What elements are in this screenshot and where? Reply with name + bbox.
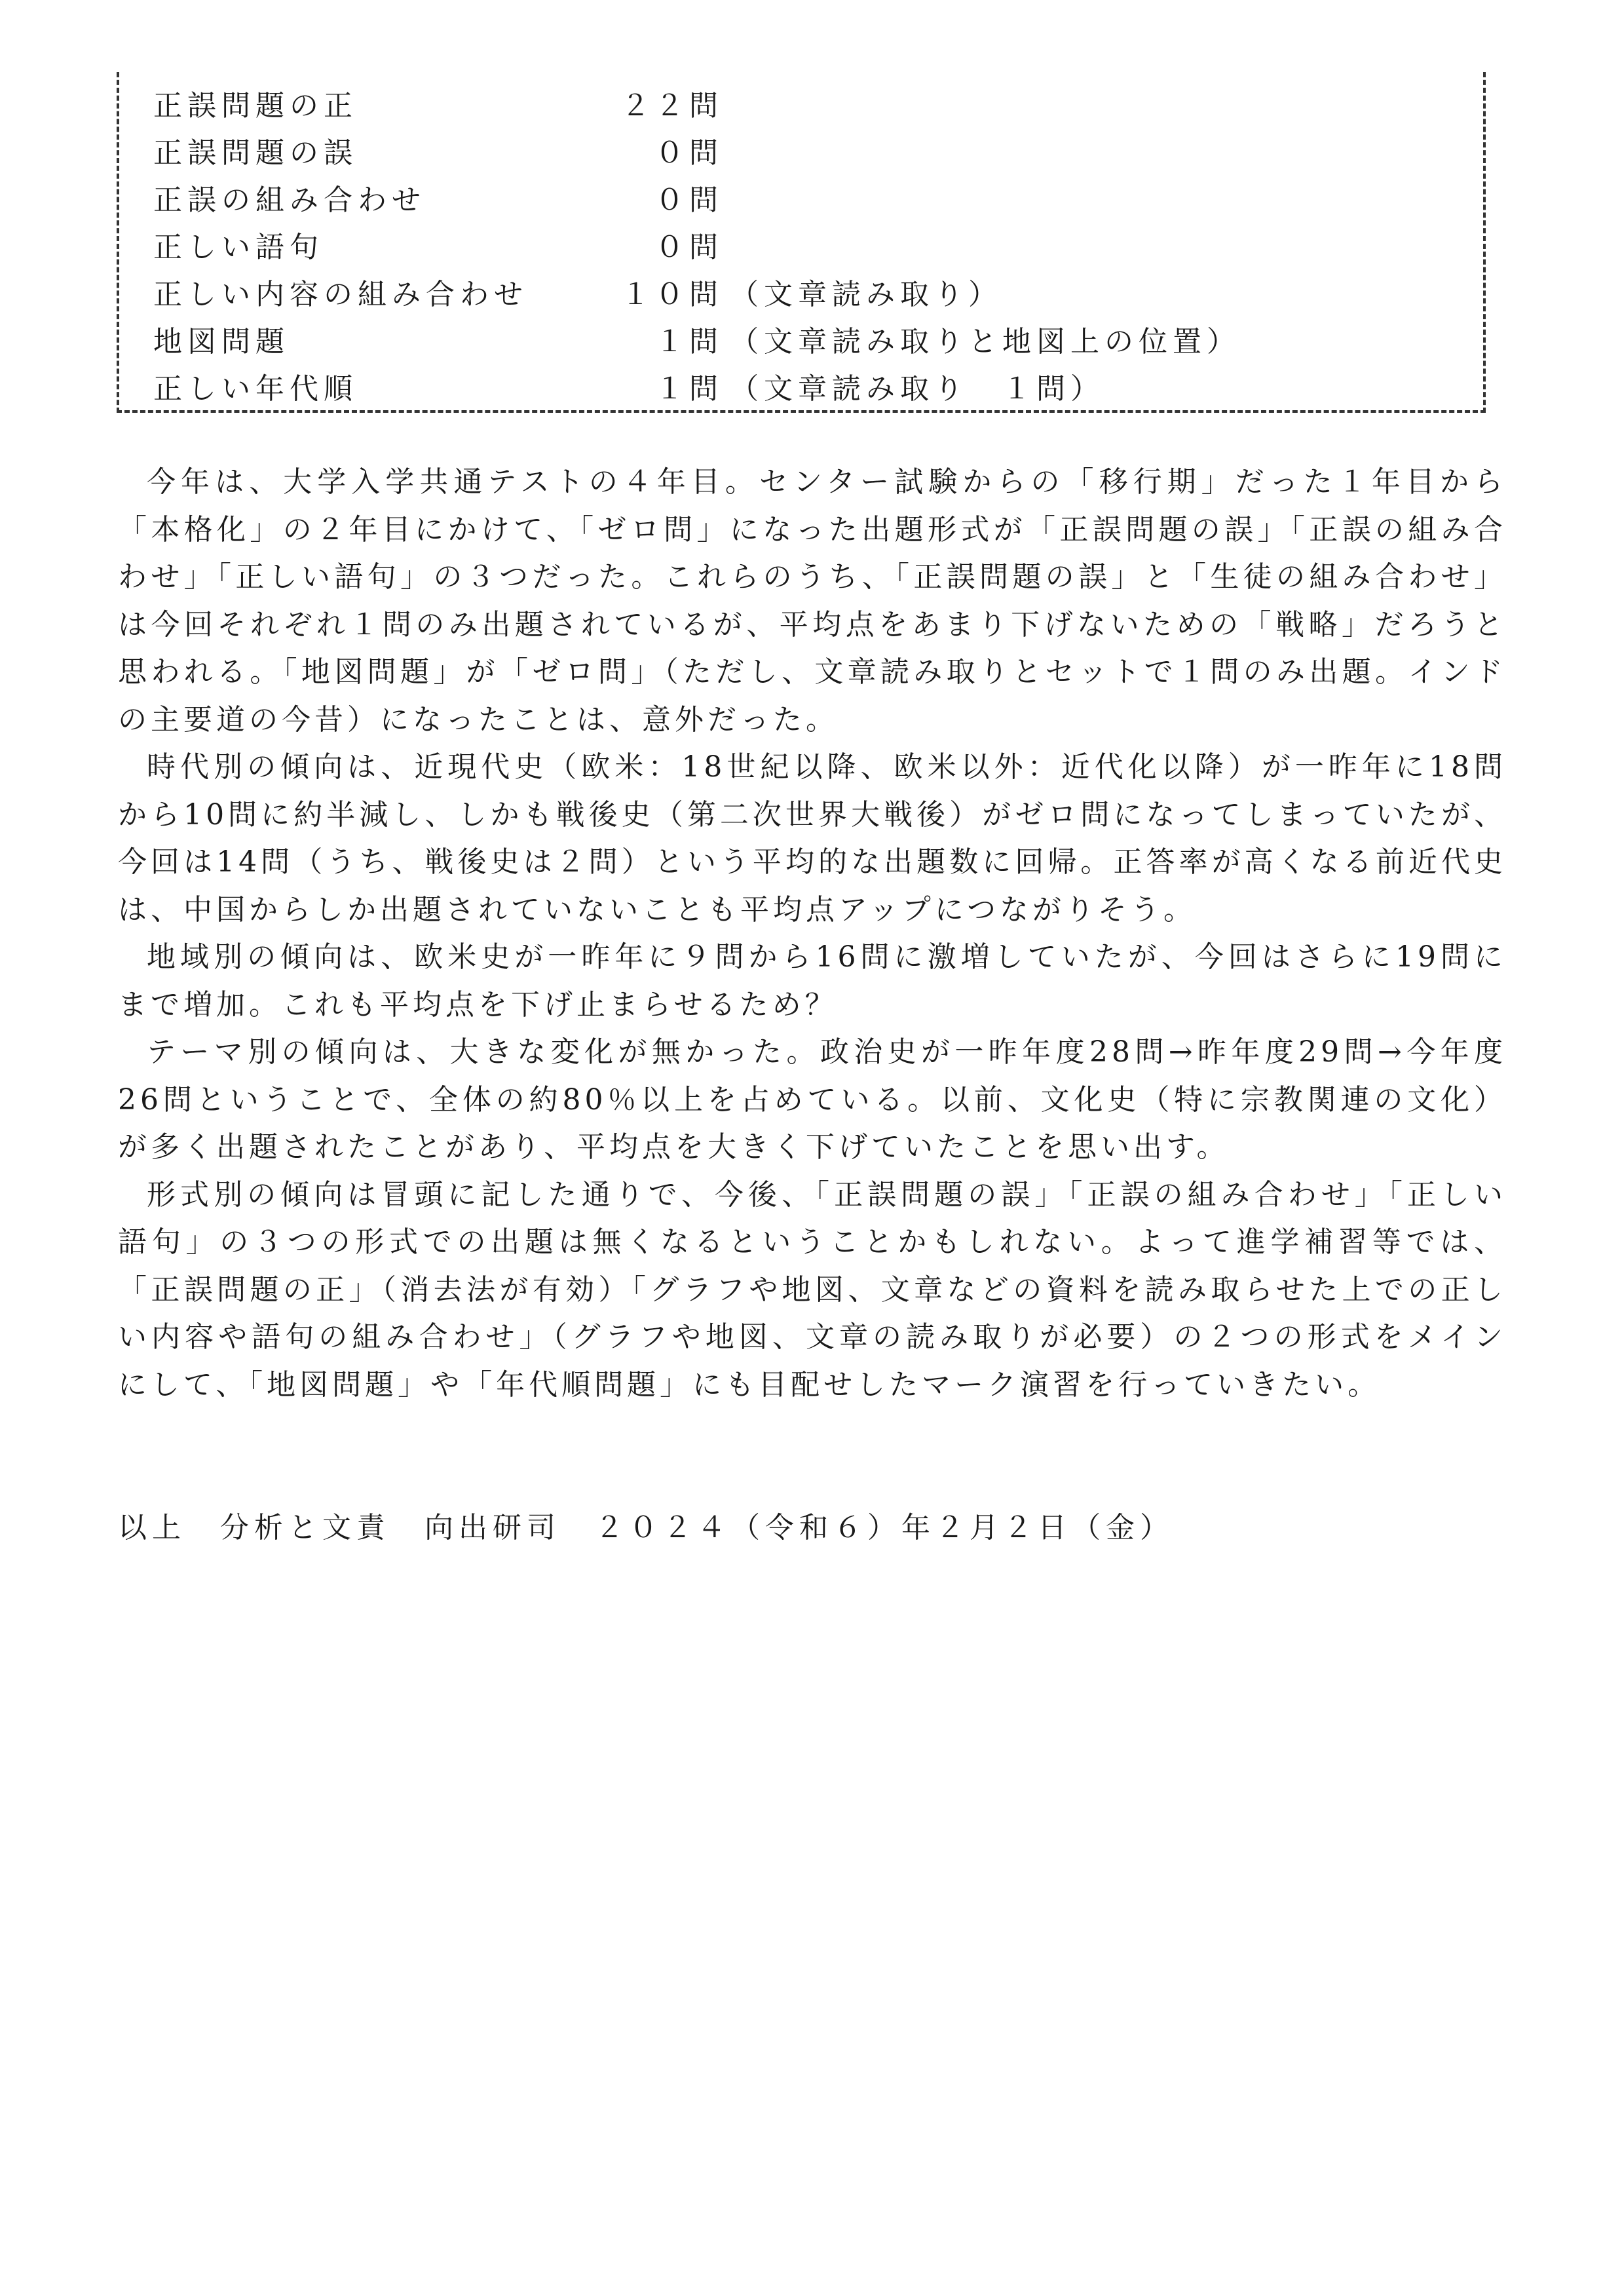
analysis-body [118,459,1507,1409]
paragraph-region: 地域別の傾向は、欧米史が一昨年に９問から16問に激増していたが、今回はさらに19問にまで増加。これも平均点を下げ止まらせるため？ [118,940,1507,1022]
summary-label: 正しい内容の組み合わせ [153,278,528,311]
signature-line: 以上 分析と文責 向出研司 ２０２４（令和６）年２月２日（金） [118,1511,1174,1544]
summary-count: ０問 [655,183,723,217]
paragraph-theme: テーマ別の傾向は、大きな変化が無かった。政治史が一昨年度28問→昨年度29問→今年度26問ということで、全体の約80％以上を占めている。以前、文化史（特に宗教関連の文化）が多く出題されたことがあり、平均点を大きく下げていたことを思い出す。 [118,1035,1507,1164]
summary-note: （文章読み取り） [730,278,1002,311]
paragraph-format: 形式別の傾向は冒頭に記した通りで、今後、「正誤問題の誤」「正誤の組み合わせ」「正しい語句」の３つの形式での出題は無くなるということかもしれない。よって進学補習等では、「正誤問題の正」（消去法が有効）「グラフや地図、文章などの資料を読み取らせた上での正しい内容や語句の組み合わせ」（グラフや地図、文章の読み取りが必要）の２つの形式をメインにして、「地図問題」や「年代順問題」にも目配せしたマーク演習を行っていきたい。 [118,1177,1507,1402]
summary-count: １０問 [621,278,723,311]
summary-label: 正しい語句 [153,231,324,264]
summary-label: 正誤問題の誤 [153,136,358,170]
summary-label: 正誤の組み合わせ [153,183,426,217]
summary-count: ２２問 [621,89,723,123]
summary-label: 正誤問題の正 [153,89,358,123]
summary-count: ０問 [655,231,723,264]
summary-label: 正しい年代順 [153,372,358,406]
summary-label: 地図問題 [153,325,290,358]
summary-note: （文章読み取り １問） [730,372,1104,406]
summary-count: １問 [655,372,723,406]
summary-count: １問 [655,325,723,358]
summary-count: ０問 [655,136,723,170]
paragraph-overview: 今年は、大学入学共通テストの４年目。センター試験からの「移行期」だった１年目から「本格化」の２年目にかけて、「ゼロ問」になった出題形式が「正誤問題の誤」「正誤の組み合わせ」「正しい語句」の３つだった。これらのうち、「正誤問題の誤」と「生徒の組み合わせ」は今回それぞれ１問のみ出題されているが、平均点をあまり下げないための「戦略」だろうと思われる。「地図問題」が「ゼロ問」（ただし、文章読み取りとセットで１問のみ出題。インドの主要道の今昔）になったことは、意外だった。 [118,465,1507,737]
summary-box [117,72,1486,413]
summary-note: （文章読み取りと地図上の位置） [730,325,1241,358]
paragraph-era: 時代別の傾向は、近現代史（欧米：18世紀以降、欧米以外：近代化以降）が一昨年に18問から10問に約半減し、しかも戦後史（第二次世界大戦後）がゼロ問になってしまっていたが、今回は14問（うち、戦後史は２問）という平均的な出題数に回帰。正答率が高くなる前近代史は、中国からしか出題されていないことも平均点アップにつながりそう。 [118,750,1507,927]
